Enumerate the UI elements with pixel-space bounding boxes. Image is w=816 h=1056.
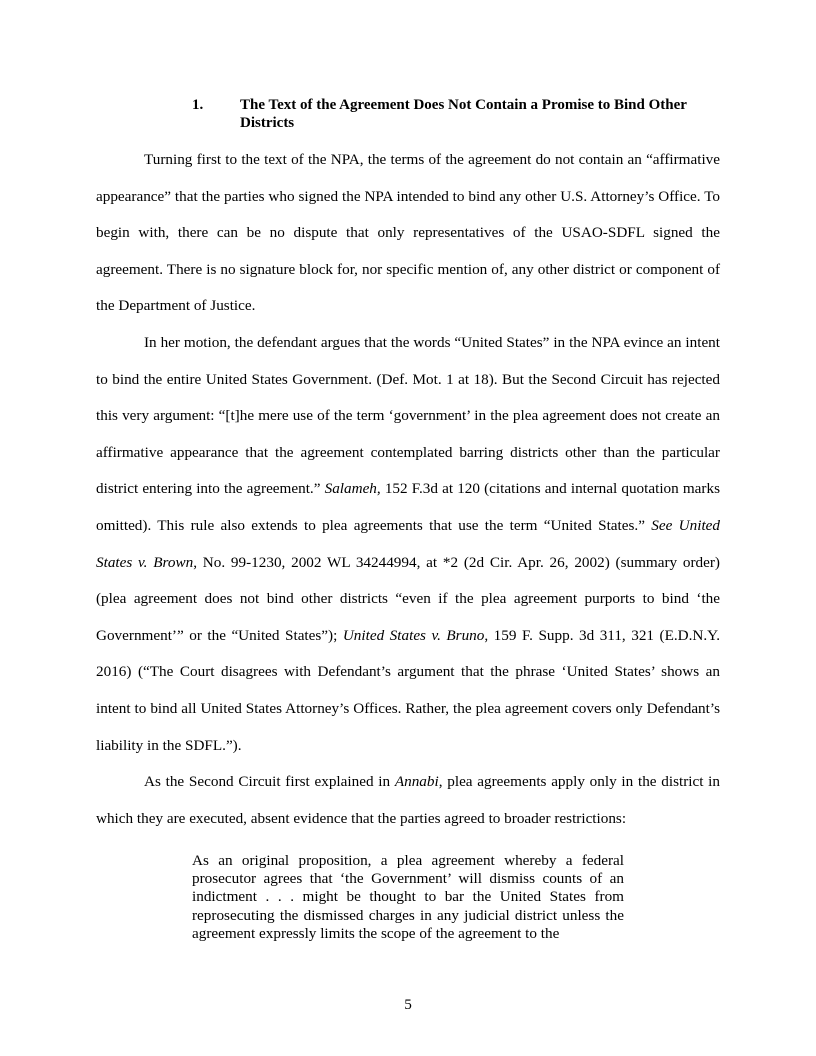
block-quote xyxy=(192,852,624,943)
text-segment: , 152 F.3d at 120 (citations and internal quotation marks omitted). This rule also extends to plea agreements that use the term “United States.” xyxy=(96,480,720,534)
paragraph xyxy=(96,142,720,325)
case-citation: Annabi xyxy=(394,773,439,791)
paragraph xyxy=(96,764,720,837)
section-title: The Text of the Agreement Does Not Contain a Promise to Bind Other Districts xyxy=(240,97,687,131)
body-text xyxy=(96,142,720,837)
text-segment: , plea agreements apply only in the district in which they are executed, absent evidence that the parties agreed to broader restrictions: xyxy=(96,773,721,827)
text-segment: , No. 99-1230, 2002 WL 34244994, at *2 (2d Cir. Apr. 26, 2002) (summary order) (plea agreement does not bind other districts “even if the plea agreement purports to bind ‘the Government’” or the “United States”); xyxy=(96,553,720,644)
section-heading xyxy=(192,96,722,132)
section-number: 1. xyxy=(192,97,204,113)
case-citation: United States v. Bruno xyxy=(342,626,485,644)
text-segment: Turning first to the text of the NPA, the terms of the agreement do not contain an “affirmative appearance” that the parties who signed the NPA intended to bind any other U.S. Attorney’s Office. To begin with, there can be no dispute that only representatives of the USAO-SDFL signed the agreement. There is no signature block for, nor specific mention of, any other district or component of the Department of Justice. xyxy=(96,151,720,315)
case-citation: Salameh xyxy=(324,480,377,498)
text-segment: As the Second Circuit first explained in xyxy=(144,773,395,791)
paragraph xyxy=(96,325,720,764)
block-quote-text: As an original proposition, a plea agreement whereby a federal prosecutor agrees that ‘the Government’ will dismiss counts of an indictment . . . might be thought to bar the United States from reprosecuting the dismissed charges in any judicial district unless the agreement expressly limits the scope of the agreement to the xyxy=(192,852,624,942)
text-segment: , 159 F. Supp. 3d 311, 321 (E.D.N.Y. 2016) (“The Court disagrees with Defendant’s argument that the phrase ‘United States’ shows an intent to bind all United States Attorney’s Offices. Rather, the plea agreement covers only Defendant’s liability in the SDFL.”). xyxy=(96,626,720,754)
case-citation: See United States v. Brown xyxy=(96,516,720,571)
text-segment: In her motion, the defendant argues that the words “United States” in the NPA evince an intent to bind the entire United States Government. (Def. Mot. 1 at 18). But the Second Circuit has rejected this very argument: “[t]he mere use of the term ‘government’ in the plea agreement does not create an affirmative appearance that the agreement contemplated barring districts other than the particular district entering into the agreement.” xyxy=(96,333,720,498)
page-number: 5 xyxy=(404,996,412,1013)
